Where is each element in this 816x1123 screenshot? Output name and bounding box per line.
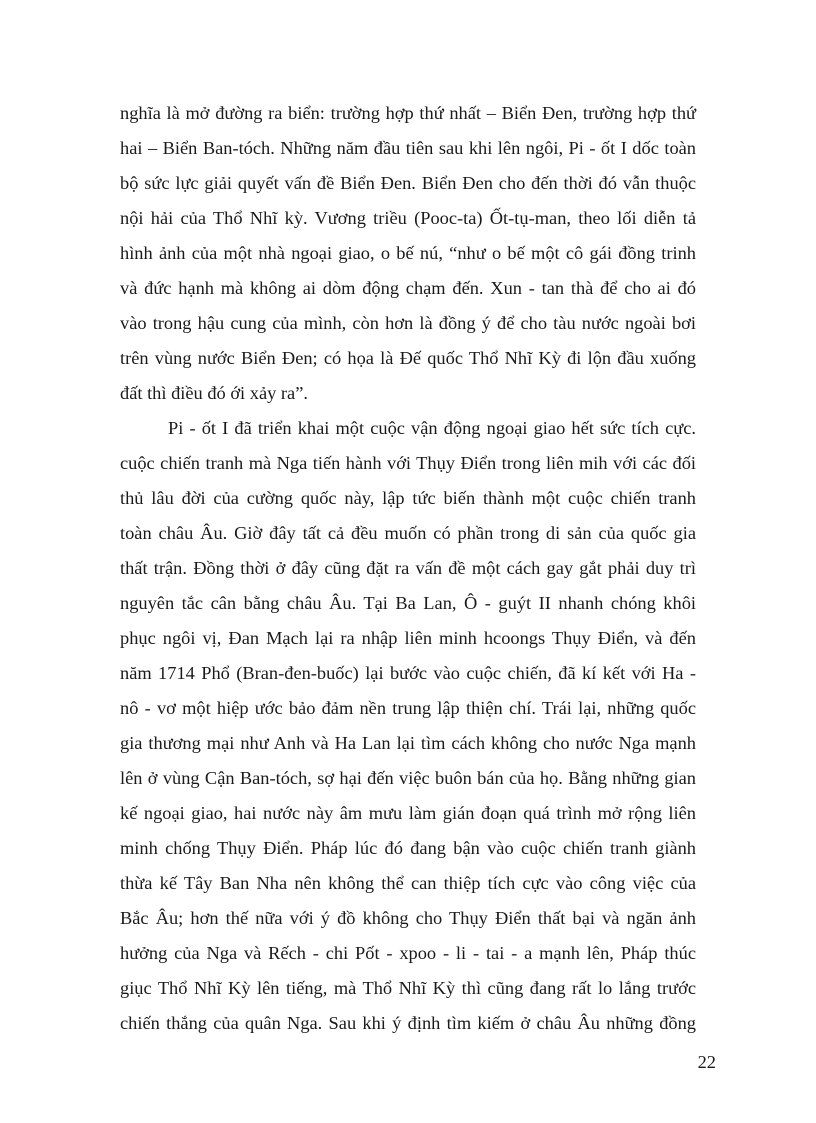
text-line: thất trận. Đồng thời ở đây cũng đặt ra vấn đề một cách gay gắt phải duy trì — [120, 558, 696, 578]
text-line: thừa kế Tây Ban Nha nên không thể can thiệp tích cực vào công việc của — [120, 873, 696, 893]
text-line: hai – Biển Ban-tóch. Những năm đầu tiên sau khi lên ngôi, Pi - ốt I dốc toàn — [120, 138, 696, 158]
text-line: và đức hạnh mà không ai dòm động chạm đến. Xun - tan thà để cho ai đó — [120, 278, 696, 298]
text-line: hình ảnh của một nhà ngoại giao, o bế nú, “như o bế một cô gái đồng trinh — [120, 243, 696, 263]
text-line: nội hải của Thổ Nhĩ kỳ. Vương triều (Pooc-ta) Ốt-tụ-man, theo lối diễn tả — [120, 208, 696, 228]
text-line: chiến thắng của quân Nga. Sau khi ý định tìm kiếm ở châu Âu những đồng — [120, 1013, 696, 1033]
text-line: thủ lâu đời của cường quốc này, lập tức biến thành một cuộc chiến tranh — [120, 488, 696, 508]
text-line: lên ở vùng Cận Ban-tóch, sợ hại đến việc buôn bán của họ. Bằng những gian — [120, 768, 696, 788]
text-line: nghĩa là mở đường ra biển: trường hợp thứ nhất – Biển Đen, trường hợp thứ — [120, 103, 696, 123]
text-line: trên vùng nước Biển Đen; có họa là Đế quốc Thổ Nhĩ Kỳ đi lộn đầu xuống — [120, 348, 696, 368]
text-line: phục ngôi vị, Đan Mạch lại ra nhập liên minh hcoongs Thụy Điển, và đến — [120, 628, 696, 648]
text-line: kế ngoại giao, hai nước này âm mưu làm gián đoạn quá trình mở rộng liên — [120, 803, 696, 823]
text-line: toàn châu Âu. Giờ đây tất cả đều muốn có phần trong di sản của quốc gia — [120, 523, 696, 543]
text-line: đất thì điều đó ới xảy ra”. — [120, 383, 308, 403]
text-line: năm 1714 Phổ (Bran-đen-buốc) lại bước vào cuộc chiến, đã kí kết với Ha - — [120, 663, 696, 683]
text-line: cuộc chiến tranh mà Nga tiến hành với Thụy Điển trong liên mih với các đối — [120, 453, 696, 473]
text-line: nguyên tắc cân bằng châu Âu. Tại Ba Lan, Ô - guýt II nhanh chóng khôi — [120, 593, 696, 613]
text-line: hưởng của Nga và Rếch - chi Pốt - xpoo - li - tai - a mạnh lên, Pháp thúc — [120, 943, 696, 963]
page-number: 22 — [697, 1052, 716, 1072]
text-line: Bắc Âu; hơn thế nữa với ý đồ không cho Thụy Điển thất bại và ngăn ảnh — [120, 908, 696, 928]
text-line: nô - vơ một hiệp ước bảo đảm nền trung lập thiện chí. Trái lại, những quốc — [120, 698, 696, 718]
text-line: giục Thổ Nhĩ Kỳ lên tiếng, mà Thổ Nhĩ Kỳ thì cũng đang rất lo lắng trước — [120, 978, 696, 998]
text-line: vào trong hậu cung của mình, còn hơn là đồng ý để cho tàu nước ngoài bơi — [120, 313, 696, 333]
text-line: bộ sức lực giải quyết vấn đề Biển Đen. Biển Đen cho đến thời đó vẫn thuộc — [120, 173, 696, 193]
text-line: Pi - ốt I đã triển khai một cuộc vận động ngoại giao hết sức tích cực. — [168, 418, 696, 438]
text-line: gia thương mại như Anh và Ha Lan lại tìm cách không cho nước Nga mạnh — [120, 733, 696, 753]
text-line: minh chống Thụy Điển. Pháp lúc đó đang bận vào cuộc chiến tranh giành — [120, 838, 696, 858]
